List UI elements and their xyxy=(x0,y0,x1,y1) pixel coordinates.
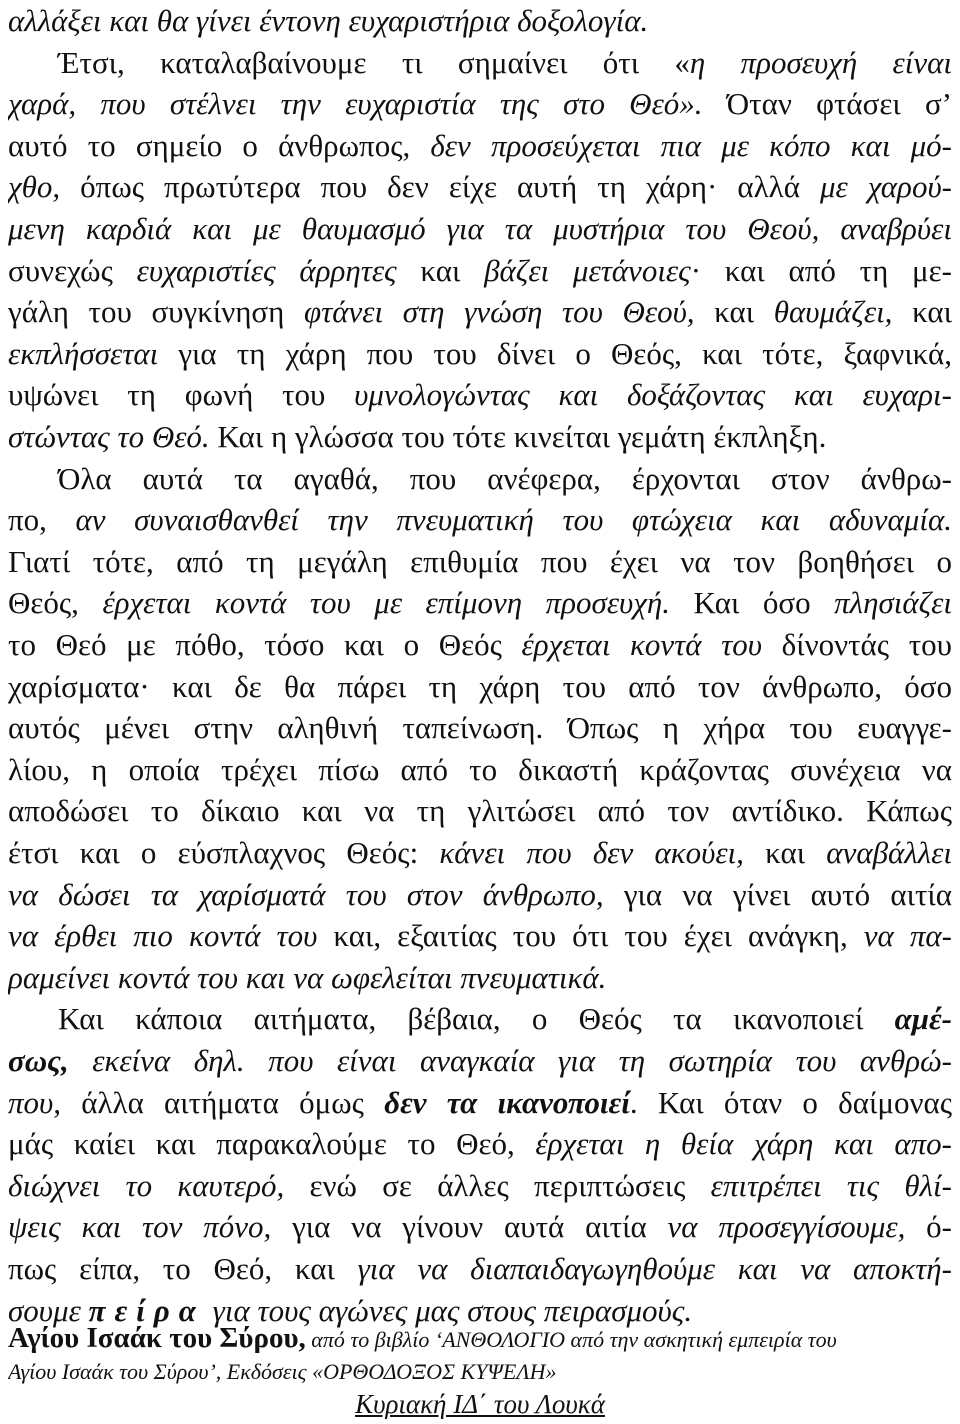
text-run: δεν τα ικανοποιεί xyxy=(384,1084,630,1120)
text-line xyxy=(8,915,952,957)
text-line xyxy=(8,416,952,458)
text-run: πως είπα, το Θεό, και xyxy=(8,1251,358,1286)
text-run: και xyxy=(892,294,952,330)
text-run: και xyxy=(694,294,774,330)
text-run: και xyxy=(743,835,827,870)
text-run: διώχνει το καυτερό, xyxy=(8,1167,285,1203)
text-run: για να διαπαιδαγωγηθούμε και να αποκτή- xyxy=(357,1251,952,1286)
text-line xyxy=(8,874,952,916)
text-run: Και όσο xyxy=(670,585,835,621)
source-book-line-2: Αγίου Ισαάκ του Σύρου’, Εκδόσεις «ΟΡΘΟΔΟΞΟΣ ΚΥΨΕΛΗ» xyxy=(8,1359,557,1384)
text-run: υμνολογώντας και δοξάζοντας και ευχαρι- xyxy=(354,377,952,413)
text-line xyxy=(8,333,952,375)
text-run: να έρθει πιο κοντά του xyxy=(8,918,318,954)
text-line xyxy=(8,707,952,749)
text-line xyxy=(8,1248,952,1290)
text-run: για να γίνει αυτό αιτία xyxy=(603,876,952,912)
text-run: Έτσι, καταλαβαίνουμε τι σημαίνει ότι « xyxy=(58,44,690,80)
text-line xyxy=(8,998,952,1040)
text-run: πείρα xyxy=(88,1292,205,1328)
text-run: δίνοντάς του xyxy=(762,627,952,662)
text-run: βάζει μετάνοιες xyxy=(484,252,691,288)
text-run: εκείνα δηλ. που είναι αναγκαία για τη σωτηρία του ανθρώ- xyxy=(68,1043,952,1078)
text-line xyxy=(8,42,952,84)
text-line xyxy=(8,582,952,624)
text-run: Όλα αυτά τα αγαθά, που ανέφερα, έρχονται στον άνθρω- xyxy=(58,460,952,496)
source-line-2 xyxy=(8,1354,952,1390)
text-line xyxy=(8,1123,952,1165)
text-line xyxy=(8,208,952,250)
text-run: το Θεό με πόθο, τόσο και ο Θεός xyxy=(8,627,522,662)
text-run: έρχεται κοντά του με επίμονη προσευχή. xyxy=(102,585,671,621)
source-book-line-1: από το βιβλίο ‘ΑΝΘΟΛΟΓΙΟ από την ασκητική εμπειρία του xyxy=(305,1327,837,1352)
text-line xyxy=(8,624,952,666)
text-run: λίου, η οποία τρέχει πίσω από το δικαστή κράζοντας συνέχεια να xyxy=(8,751,952,787)
text-run: αλλάξει και θα γίνει xyxy=(8,3,260,38)
text-run: στώντας το Θεό. xyxy=(8,419,210,454)
text-run: Όταν φτάσει σ’ xyxy=(702,86,952,122)
text-line xyxy=(8,1165,952,1207)
text-run: να δώσει τα χαρίσματά του στον άνθρωπο, xyxy=(8,876,604,912)
text-run: Και η γλώσσα του τότε κινείται γεμάτη έκπληξη. xyxy=(209,419,827,454)
text-run: ό- xyxy=(905,1209,952,1245)
text-run: Γιατί τότε, από τη μεγάλη επιθυμία που έχει να τον βοηθήσει ο xyxy=(8,543,952,579)
text-run: μενη καρδιά και με θαυμασμό για τα μυστήρια του Θεού, αναβρύει xyxy=(8,211,952,246)
text-run: η προσευχή είναι xyxy=(689,44,952,80)
text-run: συνεχώς xyxy=(8,252,137,288)
text-run: για να γίνουν αυτά αιτία xyxy=(271,1209,668,1245)
sunday-title: Κυριακή ΙΔ΄ του Λουκά xyxy=(355,1389,605,1419)
text-run: Και κάποια αιτήματα, βέβαια, ο Θεός τα ικανοποιεί xyxy=(58,1001,895,1037)
text-line xyxy=(8,83,952,125)
text-run: που, xyxy=(8,1084,62,1120)
text-run: γάλη του συγκίνηση xyxy=(8,294,304,330)
text-line xyxy=(8,1040,952,1082)
text-run: · και από τη με- xyxy=(690,252,952,288)
text-run: για τη χάρη που του δίνει ο Θεός, και τότε, ξαφνικά, xyxy=(158,335,952,371)
text-run: εκπλήσσεται xyxy=(8,335,159,371)
text-line xyxy=(8,957,952,999)
text-run: άλλα αιτήματα όμως xyxy=(61,1084,385,1120)
text-run: δεν προσεύχεται πια με κόπο και μό- xyxy=(430,127,952,163)
text-run: σουμε xyxy=(8,1292,89,1328)
text-run: αυτός μένει στην αληθινή ταπείνωση. Όπως η χήρα του ευαγγε- xyxy=(8,710,952,746)
text-run: έρχεται κοντά του xyxy=(521,627,762,662)
text-run: ραμείνει κοντά του και να ωφελείται πνευματικά. xyxy=(8,959,607,995)
text-run: ενώ σε άλλες περιπτώσεις xyxy=(284,1167,711,1203)
sunday-line xyxy=(8,1386,952,1422)
text-line xyxy=(8,1082,952,1124)
text-run: έτσι και ο εύσπλαχνος Θεός: xyxy=(8,835,440,870)
text-line xyxy=(8,541,952,583)
text-run: με χαρού- xyxy=(819,169,952,205)
text-run: επιτρέπει τις θλί- xyxy=(710,1167,952,1203)
text-run: θαυμάζει, xyxy=(773,294,893,330)
text-line xyxy=(8,250,952,292)
text-line xyxy=(8,832,952,874)
text-run: φτάνει στη γνώση του Θεού, xyxy=(303,294,695,330)
text-run: και, εξαιτίας του ότι του έχει ανάγκη, xyxy=(317,918,864,954)
text-line xyxy=(8,374,952,416)
text-run: αμέ- xyxy=(894,1001,952,1037)
text-run: χθο, xyxy=(8,169,61,205)
text-run: ψεις και τον πόνο, xyxy=(8,1209,272,1245)
text-run: έρχεται η θεία χάρη και απο- xyxy=(535,1126,952,1162)
text-run: Θεός, xyxy=(8,585,103,621)
text-line xyxy=(8,291,952,333)
text-line xyxy=(8,0,952,42)
text-line xyxy=(8,1206,952,1248)
text-run: κάνει που δεν ακούει, xyxy=(439,835,744,870)
text-run: για τους αγώνες μας στους πειρασμούς. xyxy=(204,1292,693,1328)
text-run: σως, xyxy=(8,1043,69,1078)
text-run: όπως πρωτύτερα που δεν είχε αυτή τη χάρη· αλλά xyxy=(60,169,820,205)
text-run: να πα- xyxy=(863,918,952,954)
text-line xyxy=(8,790,952,832)
text-run: πο, xyxy=(8,502,76,538)
text-run: να προσεγγίσουμε, xyxy=(667,1209,906,1245)
text-run: αν συναισθανθεί την πνευματική του φτώχεια και αδυναμία. xyxy=(75,502,952,538)
text-run: έντονη ευχαριστήρια δοξολογία. xyxy=(259,3,649,38)
text-run: αναβάλλει xyxy=(826,835,952,870)
text-line xyxy=(8,749,952,791)
text-run: ευχαριστίες άρρητες xyxy=(136,252,397,288)
source-author: Αγίου Ισαάκ του Σύρου, xyxy=(8,1322,306,1354)
text-run: χαρίσματα· και δε θα πάρει τη χάρη του από τον άνθρωπο, όσο xyxy=(8,668,952,704)
text-line xyxy=(8,499,952,541)
text-line xyxy=(8,125,952,167)
text-line xyxy=(8,666,952,708)
text-run: πλησιάζει xyxy=(834,585,952,621)
text-run: . Και όταν ο δαίμονας xyxy=(629,1084,952,1120)
text-run: υψώνει τη φωνή του xyxy=(8,377,355,413)
text-run: χαρά, που στέλνει την ευχαριστία της στο Θεό». xyxy=(8,86,703,122)
text-run: αποδώσει το δίκαιο και να τη γλιτώσει από τον αντίδικο. Κάπως xyxy=(8,793,952,829)
text-run: και xyxy=(396,252,485,288)
text-line xyxy=(8,458,952,500)
text-run: αυτό το σημείο ο άνθρωπος, xyxy=(8,127,431,163)
text-line xyxy=(8,166,952,208)
source-line-1 xyxy=(8,1320,952,1356)
text-run: μάς καίει και παρακαλούμε το Θεό, xyxy=(8,1126,536,1162)
